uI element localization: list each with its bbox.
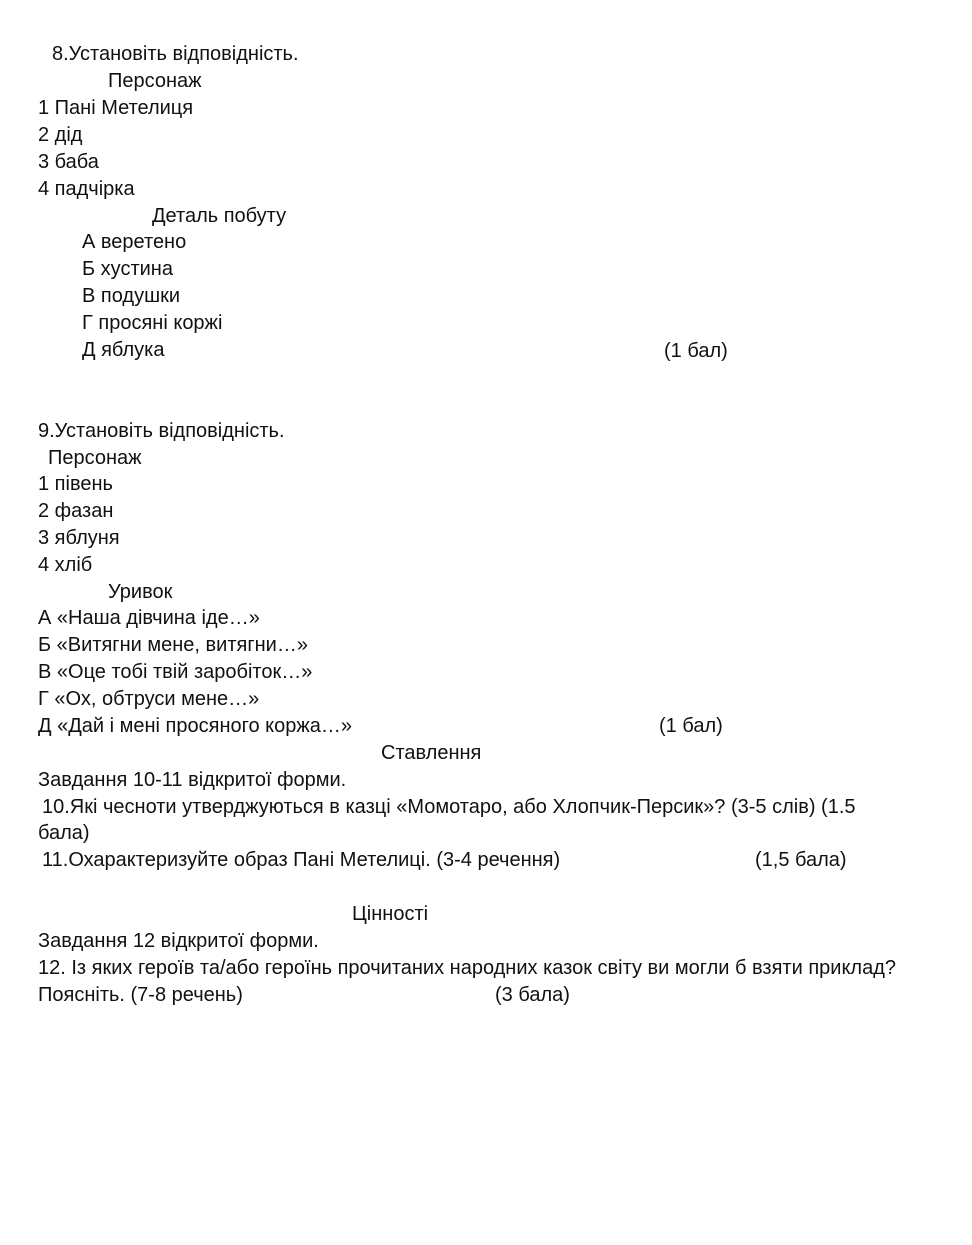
q9-character: 4 хліб (38, 554, 93, 576)
q8-col1-title: Персонаж (108, 70, 202, 92)
q8-detail: Д яблука (82, 339, 165, 361)
q9-points: (1 бал) (659, 715, 723, 737)
q9-excerpt: Б «Витягни мене, витягни…» (38, 634, 308, 656)
q9-excerpt: В «Оце тобі твій заробіток…» (38, 661, 313, 683)
values-intro: Завдання 12 відкритої форми. (38, 930, 319, 952)
q8-points: (1 бал) (664, 340, 728, 362)
q8-detail: Б хустина (82, 258, 173, 280)
q9-excerpt: Г «Ох, обтруси мене…» (38, 688, 260, 710)
q12-text: 12. Із яких героїв та/або героїнь прочитаних народних казок світу ви могли б взяти приклад? (38, 957, 897, 979)
q8-detail: А веретено (82, 231, 187, 253)
q9-col1-title: Персонаж (48, 447, 142, 469)
q8-heading: 8.Установіть відповідність. (52, 43, 299, 65)
q8-character: 1 Пані Метелиця (38, 97, 194, 119)
q9-excerpt: Д «Дай і мені просяного коржа…» (38, 715, 352, 737)
q12-points: (3 бала) (495, 984, 570, 1006)
attitude-section-title: Ставлення (381, 742, 482, 764)
q11-text: 11.Охарактеризуйте образ Пані Метелиці. (3-4 речення) (42, 849, 561, 871)
q10-text-continued: бала) (38, 822, 90, 844)
q8-detail: В подушки (82, 285, 181, 307)
q9-heading: 9.Установіть відповідність. (38, 420, 285, 442)
q8-character: 2 дід (38, 124, 83, 146)
attitude-intro: Завдання 10-11 відкритої форми. (38, 769, 347, 791)
q9-character: 1 півень (38, 473, 113, 495)
values-section-title: Цінності (352, 903, 429, 925)
q9-excerpt: А «Наша дівчина іде…» (38, 607, 260, 629)
q11-points: (1,5 бала) (755, 849, 847, 871)
q9-col2-title: Уривок (108, 581, 173, 603)
q8-character: 3 баба (38, 151, 99, 173)
q8-detail: Г просяні коржі (82, 312, 223, 334)
q9-character: 3 яблуня (38, 527, 120, 549)
q10-text: 10.Які чесноти утверджуються в казці «Момотаро, або Хлопчик-Персик»? (3-5 слів) (1.5 (42, 796, 856, 818)
q8-col2-title: Деталь побуту (152, 205, 287, 227)
q9-character: 2 фазан (38, 500, 114, 522)
q8-character: 4 падчірка (38, 178, 135, 200)
q12-text-continued: Поясніть. (7-8 речень) (38, 984, 243, 1006)
